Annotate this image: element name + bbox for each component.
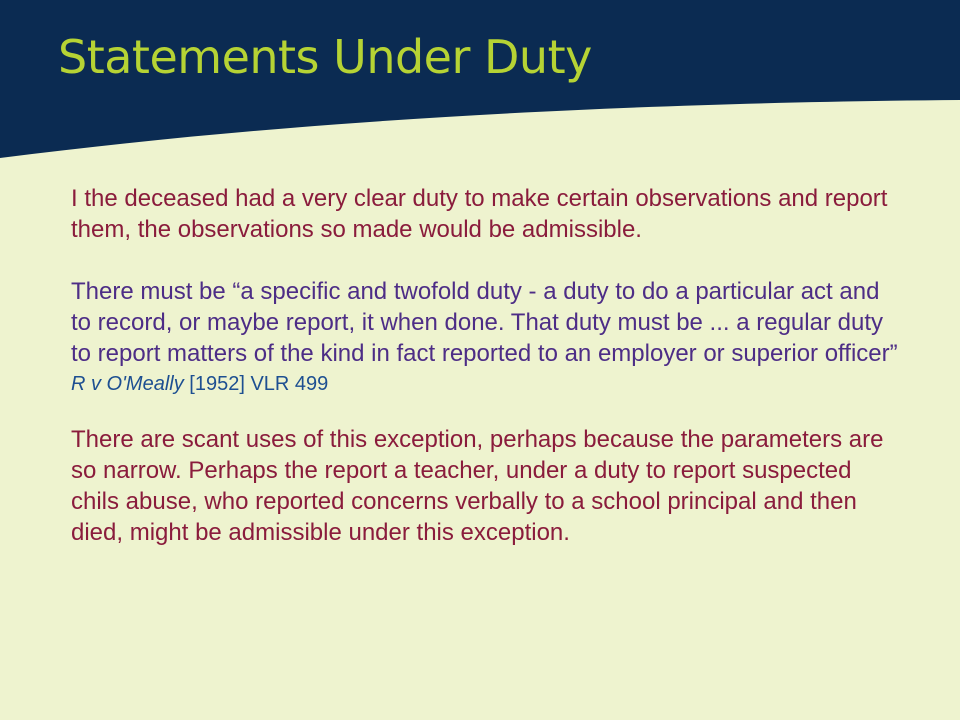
paragraph-duty-observations: I the deceased had a very clear duty to make certain observations and report them, the observations so made would be admissible. — [71, 185, 888, 243]
case-reference: [1952] VLR 499 — [183, 373, 329, 395]
paragraph-gap — [71, 245, 901, 276]
paragraph-gap — [71, 397, 901, 424]
slide-body — [71, 183, 901, 548]
slide-title: Statements Under Duty — [58, 30, 592, 84]
case-name: R v O'Meally — [71, 373, 184, 395]
paragraph-twofold-duty-quote: There must be “a specific and twofold duty - a duty to do a particular act and to record, or maybe report, it when done. That duty must be ... a regular duty to report matters of the kind in fact reported to an employer or superior officer” — [71, 278, 898, 367]
paragraph-scant-uses: There are scant uses of this exception, perhaps because the parameters are so narrow. Perhaps the report a teacher, under a duty to report suspected chils abuse, who reported concerns verbally to a school principal and then died, might be admissible under this exception. — [71, 426, 884, 546]
case-citation — [71, 371, 901, 397]
